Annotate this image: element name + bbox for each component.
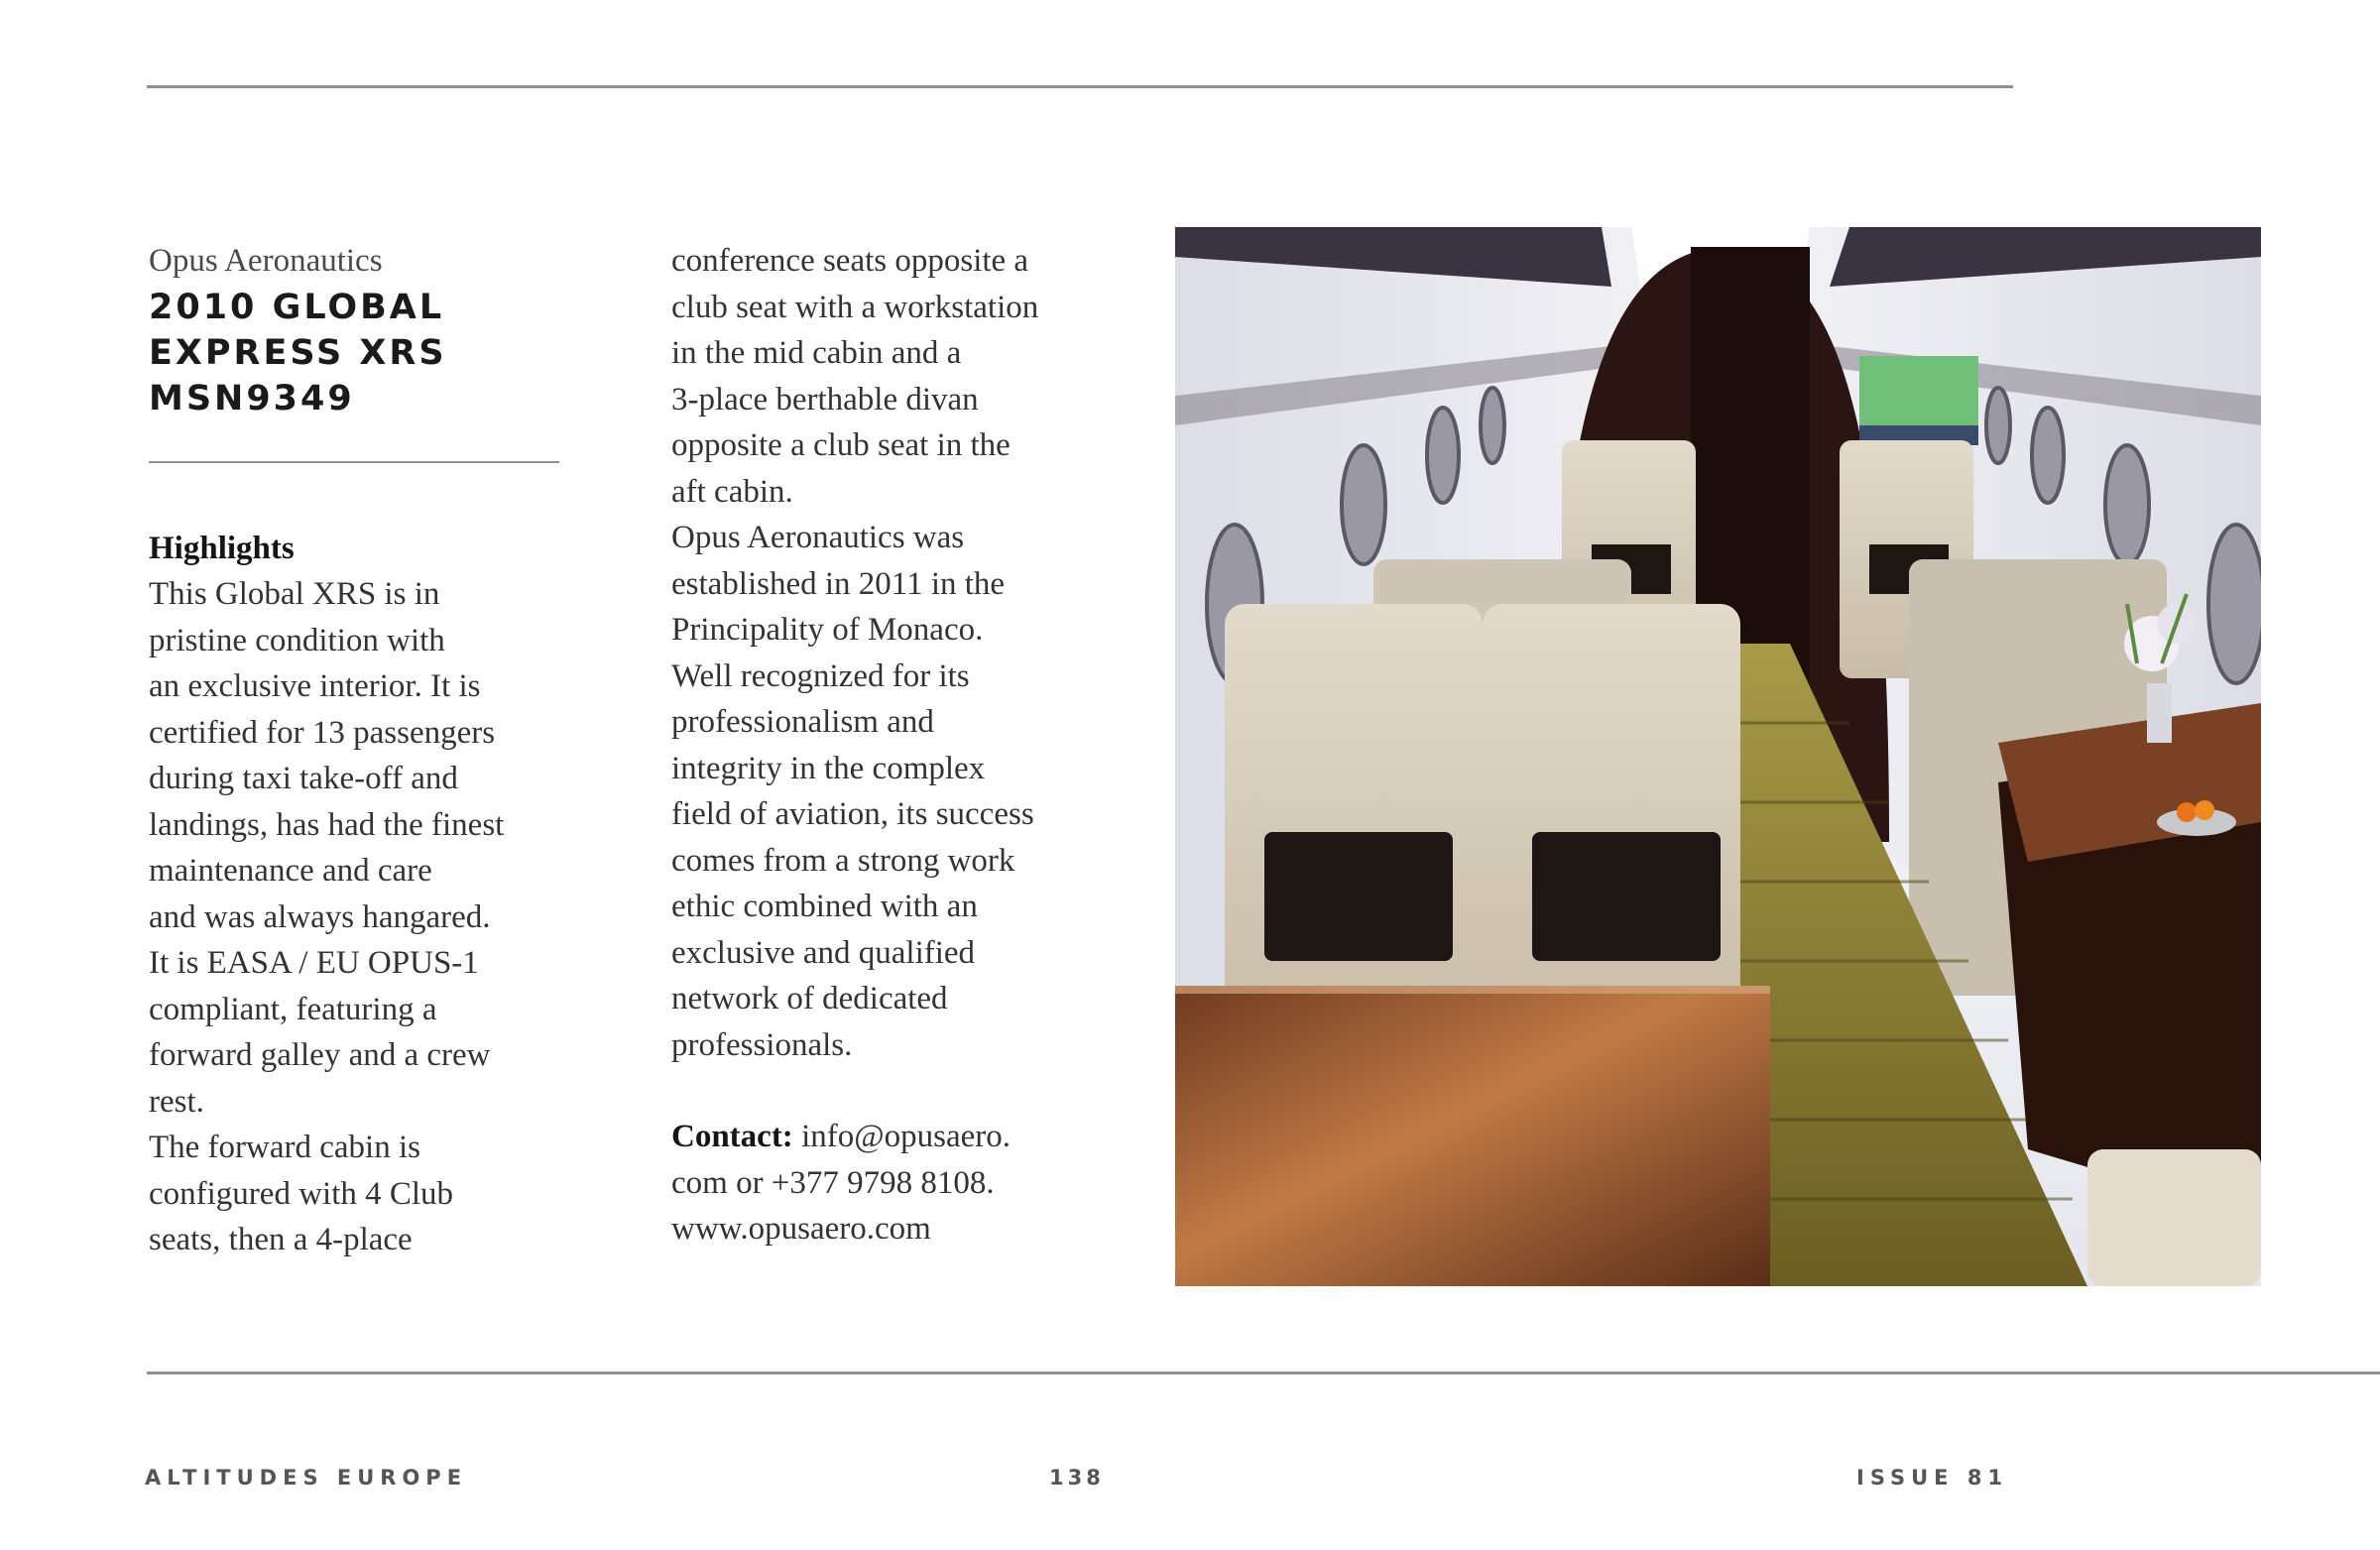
highlights-heading: Highlights <box>149 530 295 566</box>
highlights-body <box>149 571 585 1263</box>
contact-email-phone[interactable]: com or +377 9798 8108. <box>671 1164 995 1201</box>
title-divider <box>149 461 559 463</box>
footer-issue: ISSUE 81 <box>1856 1466 2009 1490</box>
body-line: opposite a club seat in the <box>671 427 1011 463</box>
contact-email-part1[interactable]: info@opusaero. <box>792 1119 1011 1154</box>
body-line: comes from a strong work <box>671 842 1015 879</box>
body-line: Principality of Monaco. <box>671 612 984 648</box>
body-line: forward galley and a crew <box>149 1037 491 1073</box>
title-line-2: EXPRESS XRS <box>149 332 447 373</box>
website-link[interactable]: www.opusaero.com <box>671 1211 931 1247</box>
body-line: compliant, featuring a <box>149 991 437 1027</box>
column-middle <box>671 238 1137 1252</box>
body-line: and was always hangared. <box>149 898 491 935</box>
contact-block <box>671 1114 1137 1252</box>
body-line: conference seats opposite a <box>671 243 1029 279</box>
body-line: network of dedicated <box>671 981 948 1016</box>
title-line-3: MSN9349 <box>149 378 355 418</box>
title-line-1: 2010 GLOBAL <box>149 287 445 327</box>
body-line: an exclusive interior. It is <box>149 668 481 704</box>
body-line: configured with 4 Club <box>149 1175 454 1212</box>
body-line: 3-place berthable divan <box>671 381 979 417</box>
body-line: landings, has had the finest <box>149 806 505 843</box>
body-line: during taxi take-off and <box>149 761 458 796</box>
body-line: This Global XRS is in <box>149 576 440 612</box>
body-line: seats, then a 4-place <box>149 1222 413 1257</box>
description-body <box>671 238 1137 1068</box>
body-line: field of aviation, its success <box>671 796 1034 832</box>
body-line: exclusive and qualified <box>671 934 976 971</box>
body-line: established in 2011 in the <box>671 565 1006 602</box>
body-line: rest. <box>149 1083 204 1120</box>
body-line: It is EASA / EU OPUS-1 <box>149 945 479 981</box>
body-line: aft cabin. <box>671 473 793 510</box>
body-line: certified for 13 passengers <box>149 714 496 751</box>
top-rule <box>147 85 2013 88</box>
body-line: Well recognized for its <box>671 657 970 694</box>
cabin-photo <box>1175 227 2261 1286</box>
body-line: Opus Aeronautics was <box>671 520 965 555</box>
body-line: pristine condition with <box>149 622 445 658</box>
column-left <box>149 238 585 1263</box>
body-line: ethic combined with an <box>671 889 978 924</box>
footer-magazine-name: ALTITUDES EUROPE <box>145 1466 468 1490</box>
body-line: club seat with a workstation <box>671 289 1039 325</box>
body-line: professionals. <box>671 1026 853 1063</box>
body-line: in the mid cabin and a <box>671 335 962 371</box>
body-line: maintenance and care <box>149 853 432 889</box>
body-line: The forward cabin is <box>149 1130 420 1165</box>
body-line: professionalism and <box>671 704 934 740</box>
footer-page-number: 138 <box>1049 1466 1105 1490</box>
listing-title <box>149 285 585 421</box>
company-name: Opus Aeronautics <box>149 243 383 279</box>
bottom-rule <box>147 1371 2380 1374</box>
contact-label: Contact: <box>671 1119 793 1154</box>
body-line: integrity in the complex <box>671 750 986 786</box>
